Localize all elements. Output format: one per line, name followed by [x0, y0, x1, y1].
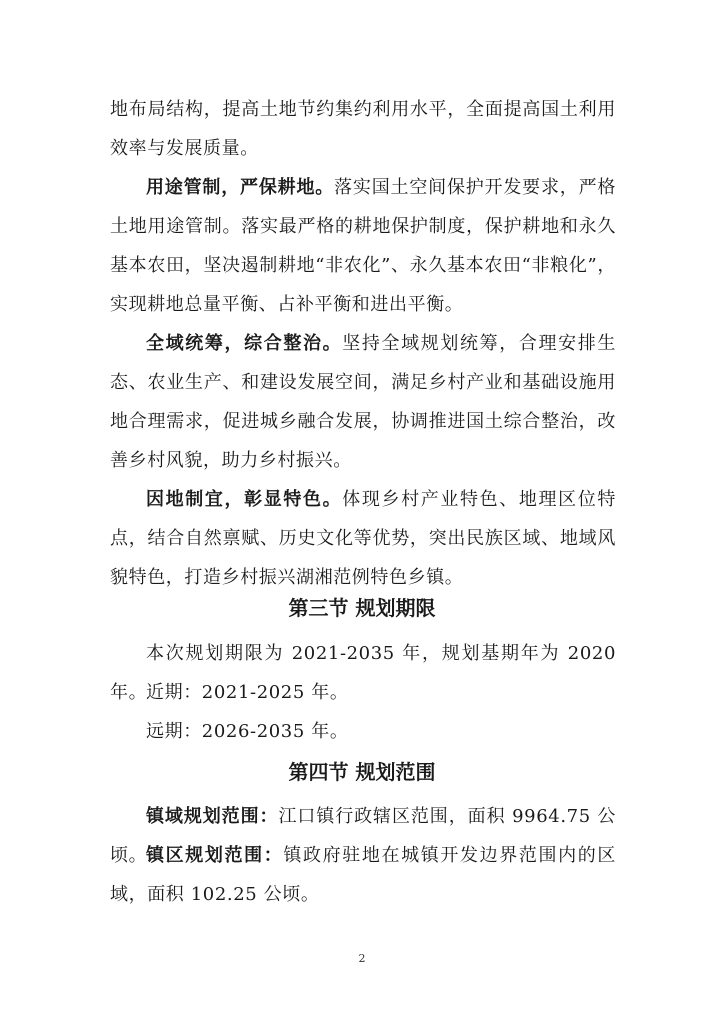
- scope-lead: 镇域规划范围：: [146, 806, 279, 827]
- paragraph-local-features: [110, 480, 616, 597]
- paragraph-lead: 用途管制，严保耕地。: [146, 177, 335, 198]
- paragraph-text: 地布局结构，提高土地节约集约利用水平，全面提高国土利用效率与发展质量。: [110, 99, 616, 159]
- paragraph-text: 落实国土空间保护开发要求，严格土地用途管制。落实最严格的耕地保护制度，保护耕地和永久基本农田，坚决遏制耕地“非农化”、永久基本农田“非粮化”，实现耕地总量平衡、占补平衡和进出平衡。: [110, 177, 617, 315]
- long-term-line: 远期：2026-2035 年。: [146, 721, 349, 742]
- town-center-scope: [110, 836, 616, 914]
- paragraph-use-control: [110, 168, 616, 324]
- paragraph-text: 体现乡村产业特色、地理区位特点，结合自然禀赋、历史文化等优势，突出民族区域、地域风貌特色，打造乡村振兴湖湘范例特色乡镇。: [110, 489, 616, 588]
- paragraph-land-use-efficiency: [110, 90, 616, 168]
- paragraph-overall-planning: [110, 324, 616, 480]
- scope-lead: 镇区规划范围：: [146, 845, 284, 866]
- scope-text: 镇政府驻地在城镇开发边界范围内的区域，面积 102.25 公顷。: [110, 845, 617, 905]
- section-heading-planning-period: 第三节 规划期限: [288, 596, 436, 620]
- paragraph-lead: 全域统筹，综合整治。: [146, 333, 343, 354]
- paragraph-text: 坚持全域规划统筹，合理安排生态、农业生产、和建设发展空间，满足乡村产业和基础设施用地合理需求，促进城乡融合发展，协调推进国土综合整治，改善乡村风貌，助力乡村振兴。: [110, 333, 616, 471]
- planning-period-line: 本次规划期限为 2021-2035 年，规划基期年为 2020 年。: [110, 643, 616, 703]
- section-heading-planning-scope: 第四节 规划范围: [288, 760, 436, 784]
- scope-text: 江口镇行政辖区范围，面积 9964.75 公顷。: [110, 806, 617, 866]
- page-number: 2: [358, 952, 366, 965]
- paragraph-lead: 因地制宜，彰显特色。: [146, 489, 343, 510]
- near-term-line: 近期：2021-2025 年。: [146, 682, 349, 703]
